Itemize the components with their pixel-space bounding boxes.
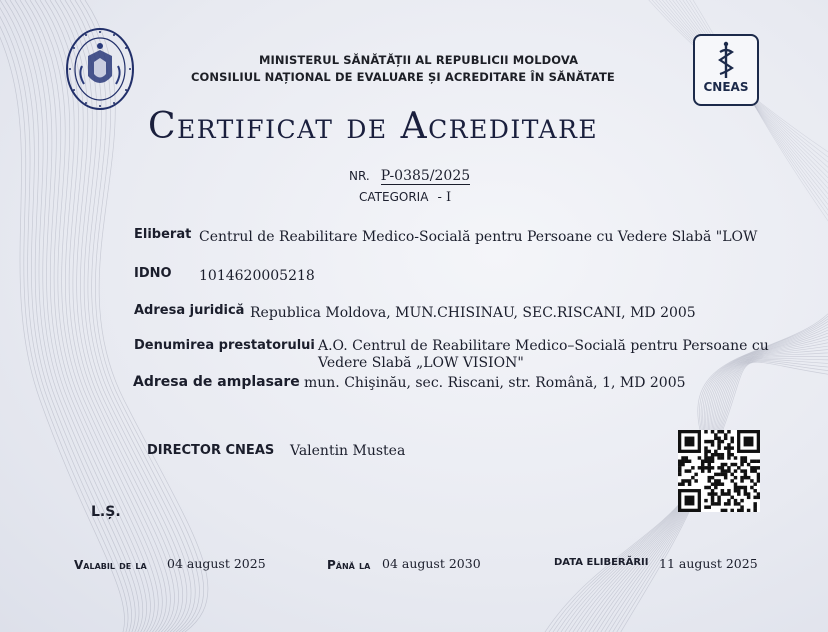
- director-name: Valentin Mustea: [290, 443, 406, 459]
- pana-value: 04 august 2030: [382, 556, 481, 571]
- cneas-logo-text: CNEAS: [703, 80, 749, 94]
- data-eliberarii-label: DATA ELIBERĂRII: [554, 557, 649, 568]
- ministry-heading: MINISTERUL SĂNĂTĂȚII AL REPUBLICII MOLDOVA: [259, 53, 579, 67]
- category-label: CATEGORIA: [359, 190, 429, 204]
- denumirea-value-line1: A.O. Centrul de Reabilitare Medico–Socială pentru Persoane cu: [318, 338, 769, 354]
- valabil-value: 04 august 2025: [167, 556, 266, 571]
- certificate-category: [359, 186, 451, 205]
- certificate-title: Certificat de Acreditare: [148, 106, 599, 147]
- idno-label: IDNO: [134, 266, 172, 281]
- number-value: P-0385/2025: [380, 168, 471, 184]
- state-seal-icon: [64, 26, 136, 112]
- valabil-label: Valabil de la: [74, 558, 147, 572]
- caduceus-icon: [695, 38, 757, 82]
- denumirea-value-line2: Vedere Slabă „LOW VISION": [318, 355, 524, 371]
- certificate-number: [349, 165, 470, 184]
- council-heading: CONSILIUL NAȚIONAL DE EVALUARE ȘI ACREDITARE ÎN SĂNĂTATE: [191, 70, 615, 84]
- idno-value: 1014620005218: [199, 268, 315, 284]
- pana-label: Până la: [327, 558, 371, 572]
- eliberat-value: Centrul de Reabilitare Medico-Socială pentru Persoane cu Vedere Slabă "LOW: [199, 229, 758, 245]
- qr-code[interactable]: [678, 430, 760, 512]
- category-value: - I: [437, 190, 452, 205]
- eliberat-label: Eliberat: [134, 227, 192, 242]
- stamp-place-label: L.Ș.: [91, 504, 121, 520]
- adresa-amplasare-label: Adresa de amplasare: [133, 374, 300, 390]
- adresa-amplasare-value: mun. Chişinău, sec. Riscani, str. Română, 1, MD 2005: [304, 375, 686, 391]
- denumirea-label: Denumirea prestatorului: [134, 338, 315, 353]
- adresa-juridica-value: Republica Moldova, MUN.CHISINAU, SEC.RISCANI, MD 2005: [250, 305, 696, 321]
- director-label: DIRECTOR CNEAS: [147, 443, 275, 458]
- cneas-logo: [693, 34, 759, 106]
- data-eliberarii-value: 11 august 2025: [659, 556, 758, 571]
- adresa-juridica-label: Adresa juridică: [134, 303, 245, 318]
- number-label: NR.: [349, 169, 370, 183]
